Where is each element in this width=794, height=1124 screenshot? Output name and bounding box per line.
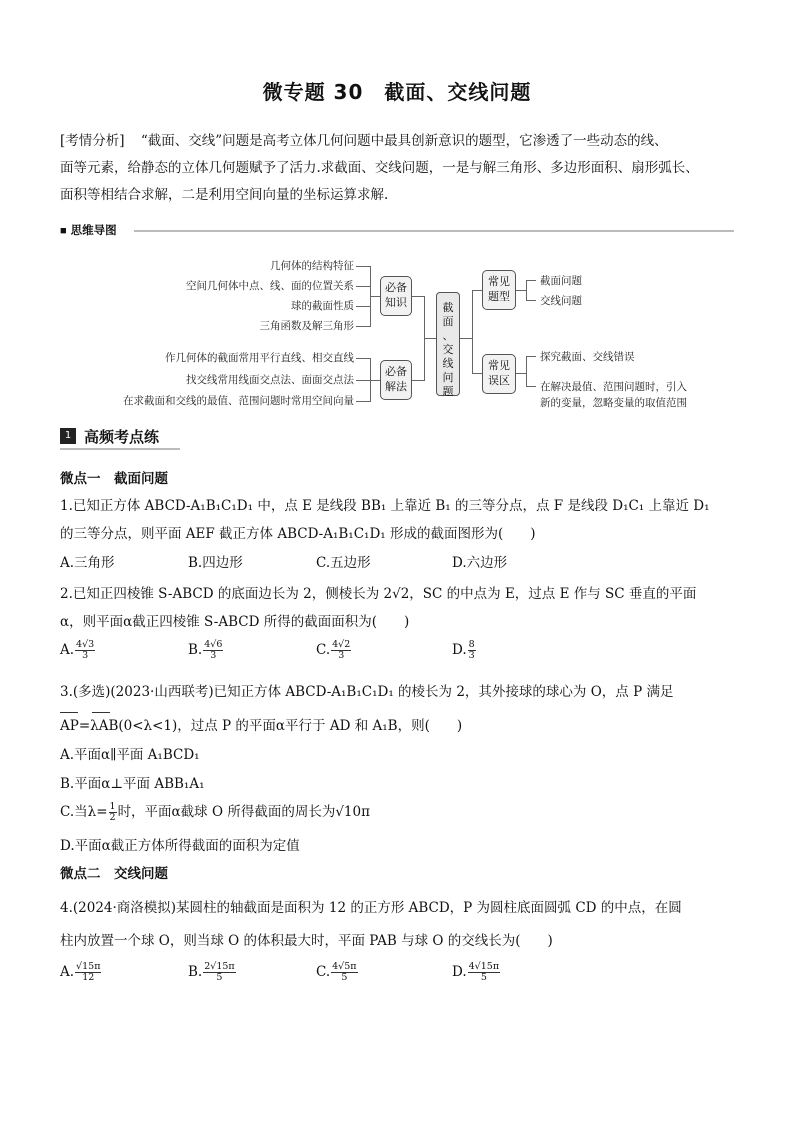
mm-left-top-3: 球的截面性质: [291, 300, 354, 312]
mm-box-method: 必备 解法: [380, 360, 412, 400]
q4-option-d: D. $\frac{4√15\pi}{5}$: [452, 961, 500, 983]
mm-left-bottom-1: 作几何体的截面常用平行直线、相交直线: [165, 352, 354, 364]
mm-left-top-2: 空间几何体中点、线、面的位置关系: [186, 280, 354, 292]
mm-left-bottom-2: 找交线常用线面交点法、面面交点法: [186, 374, 354, 386]
intro-line-1: [考情分析] “截面、交线”问题是高考立体几何问题中最具创新意识的题型，它渗透了一些动态的线、: [60, 133, 668, 149]
section-title: 高频考点练: [84, 428, 160, 446]
intro-line-3: 面积等相结合求解，二是利用空间向量的坐标运算求解.: [60, 187, 389, 203]
vector-arrow-ap-icon: [60, 712, 78, 713]
q3-option-a: A.平面α∥平面 A₁BCD₁: [60, 747, 200, 763]
q2-option-c: C. $\frac{4√2}{3}$: [316, 639, 351, 661]
mm-left-top-1: 几何体的结构特征: [270, 260, 354, 272]
q4-option-a: A. $\frac{√15\pi}{12}$: [60, 961, 101, 983]
intro-line-2: 面等元素，给静态的立体几何题赋予了活力.求截面、交线问题，一是与解三角形、多边形面积、扇形弧长、: [60, 160, 699, 176]
mm-box-knowledge: 必备 知识: [380, 276, 412, 316]
q3-option-c: C.当λ= $\frac{1}{2}$ 时，平面α截球 O 所得截面的周长为√10π: [60, 801, 370, 823]
q3-line-2: AP=λAB(0<λ<1)，过点 P 的平面α平行于 AD 和 A₁B，则( ): [60, 718, 463, 734]
q2-line-1: 2.已知正四棱锥 S-ABCD 的底面边长为 2，侧棱长为 2√2，SC 的中点为 E，过点 E 作与 SC 垂直的平面: [60, 586, 697, 602]
q1-line-1: 1.已知正方体 ABCD-A₁B₁C₁D₁ 中，点 E 是线段 BB₁ 上靠近 B₁ 的三等分点，点 F 是线段 D₁C₁ 上靠近 D₁: [60, 498, 710, 514]
q4-line-1: 4.(2024·商洛模拟)某圆柱的轴截面是面积为 12 的正方形 ABCD，P 为圆柱底面圆弧 CD 的中点，在圆: [60, 900, 682, 916]
q1-line-2: 的三等分点，则平面 AEF 截正方体 ABCD-A₁B₁C₁D₁ 形成的截面图形为( ): [60, 526, 536, 542]
mm-right-bottom-3: 新的变量，忽略变量的取值范围: [540, 397, 687, 409]
mm-box-errors: 常见 误区: [482, 354, 516, 394]
q1-option-d: D.六边形: [452, 555, 508, 571]
mm-left-bottom-3: 在求截面和交线的最值、范围问题时常用空间向量: [123, 395, 354, 407]
q4-option-c: C. $\frac{4√5\pi}{5}$: [316, 961, 357, 983]
bullet-icon: ■: [60, 226, 67, 235]
intro-label: [考情分析]: [60, 133, 125, 149]
point-1-heading: 微点一 截面问题: [60, 471, 168, 487]
mm-left-top-4: 三角函数及解三角形: [259, 320, 354, 332]
mm-right-top-2: 交线问题: [540, 295, 582, 307]
mm-right-top-1: 截面问题: [540, 275, 582, 287]
q4-option-b: B. $\frac{2√15\pi}{5}$: [188, 961, 235, 983]
section-number-icon: 1: [60, 428, 76, 444]
q2-line-2: α，则平面α截正四棱锥 S-ABCD 所得的截面面积为( ): [60, 614, 410, 630]
q3-option-b: B.平面α⊥平面 ABB₁A₁: [60, 776, 205, 792]
vector-arrow-ab-icon: [92, 712, 110, 713]
q1-option-b: B.四边形: [188, 555, 243, 571]
mm-right-bottom-2: 在解决最值、范围问题时，引入: [540, 381, 687, 393]
q2-option-a: A. $\frac{4√3}{3}$: [60, 639, 95, 661]
mm-right-bottom-1: 探究截面、交线错误: [540, 351, 635, 363]
mindmap-header: ■ 思维导图: [60, 223, 117, 237]
q2-option-b: B. $\frac{4√6}{3}$: [188, 639, 223, 661]
q3-line-1: 3.(多选)(2023·山西联考)已知正方体 ABCD-A₁B₁C₁D₁ 的棱长为 2，其外接球的球心为 O，点 P 满足: [60, 684, 674, 700]
q3-option-d: D.平面α截正方体所得截面的面积为定值: [60, 838, 300, 854]
q4-line-2: 柱内放置一个球 O，则当球 O 的体积最大时，平面 PAB 与球 O 的交线长为( ): [60, 933, 553, 949]
mm-center-topic: 截 面 、 交 线 问 题: [436, 292, 460, 396]
q1-option-a: A.三角形: [60, 555, 115, 571]
point-2-heading: 微点二 交线问题: [60, 866, 168, 882]
mindmap-header-rule: [134, 230, 734, 232]
mm-box-types: 常见 题型: [482, 270, 516, 310]
section-underline: [60, 448, 180, 450]
q2-option-d: D. $\frac{8}{3}$: [452, 639, 475, 661]
q1-option-c: C.五边形: [316, 555, 371, 571]
page-title: 微专题 30 截面、交线问题: [262, 80, 532, 104]
